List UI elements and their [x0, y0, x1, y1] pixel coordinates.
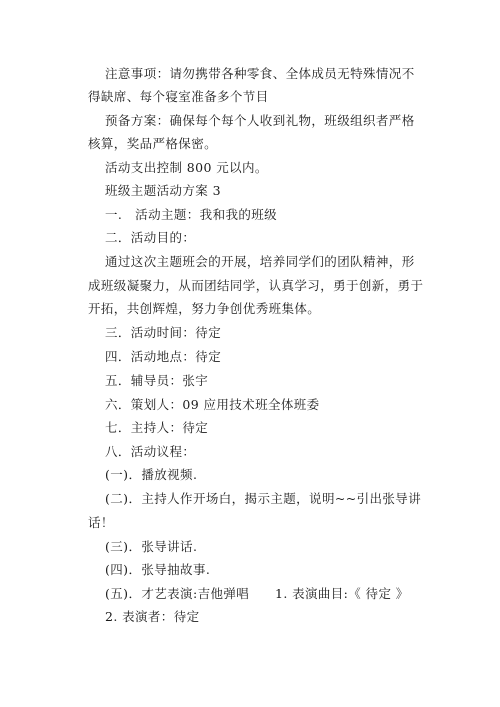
- agenda-item: (四)．张导抽故事.: [105, 562, 211, 577]
- paragraph-line: 开拓，共创辉煌，努力争创优秀班集体。: [88, 301, 321, 316]
- agenda-item: (三)．张导讲话.: [105, 539, 198, 554]
- paragraph-line: 核算，奖品严格保密。: [88, 136, 218, 151]
- list-item: 二．活动目的：: [105, 230, 196, 245]
- list-item: 三．活动时间：待定: [105, 325, 222, 340]
- agenda-item: 2. 表演者：待定: [105, 609, 200, 624]
- paragraph-line: 成班级凝聚力，从而团结同学，认真学习，勇于创新，勇于: [88, 278, 424, 293]
- list-item: 四．活动地点：待定: [105, 349, 222, 364]
- agenda-item: (二)．主持人作开场白，揭示主题，说明~~引出张导讲: [105, 491, 422, 506]
- agenda-item: 话！: [88, 515, 114, 530]
- list-item: 五．辅导员：张宇: [105, 373, 209, 388]
- agenda-item: (一)．播放视频.: [105, 467, 198, 482]
- list-item: 一. 活动主题：我和我的班级: [105, 207, 278, 222]
- section-heading: 班级主题活动方案 3: [105, 183, 221, 198]
- list-item: 七．主持人：待定: [105, 420, 209, 435]
- paragraph-line: 活动支出控制 800 元以内。: [105, 160, 268, 175]
- paragraph-line: 得缺席、每个寝室准备多个节目: [88, 89, 269, 104]
- agenda-item: (五)．才艺表演:吉他弹唱 1. 表演曲目:《 待定 》: [105, 586, 409, 601]
- paragraph-line: 通过这次主题班会的开展，培养同学们的团队精神，形: [105, 254, 415, 269]
- list-item: 八．活动议程：: [105, 444, 196, 459]
- paragraph-line: 预备方案：确保每个每个人收到礼物，班级组织者严格: [105, 113, 415, 128]
- list-item: 六．策划人：09 应用技术班全体班委: [105, 397, 320, 412]
- paragraph-line: 注意事项：请勿携带各种零食、全体成员无特殊情况不: [105, 66, 415, 81]
